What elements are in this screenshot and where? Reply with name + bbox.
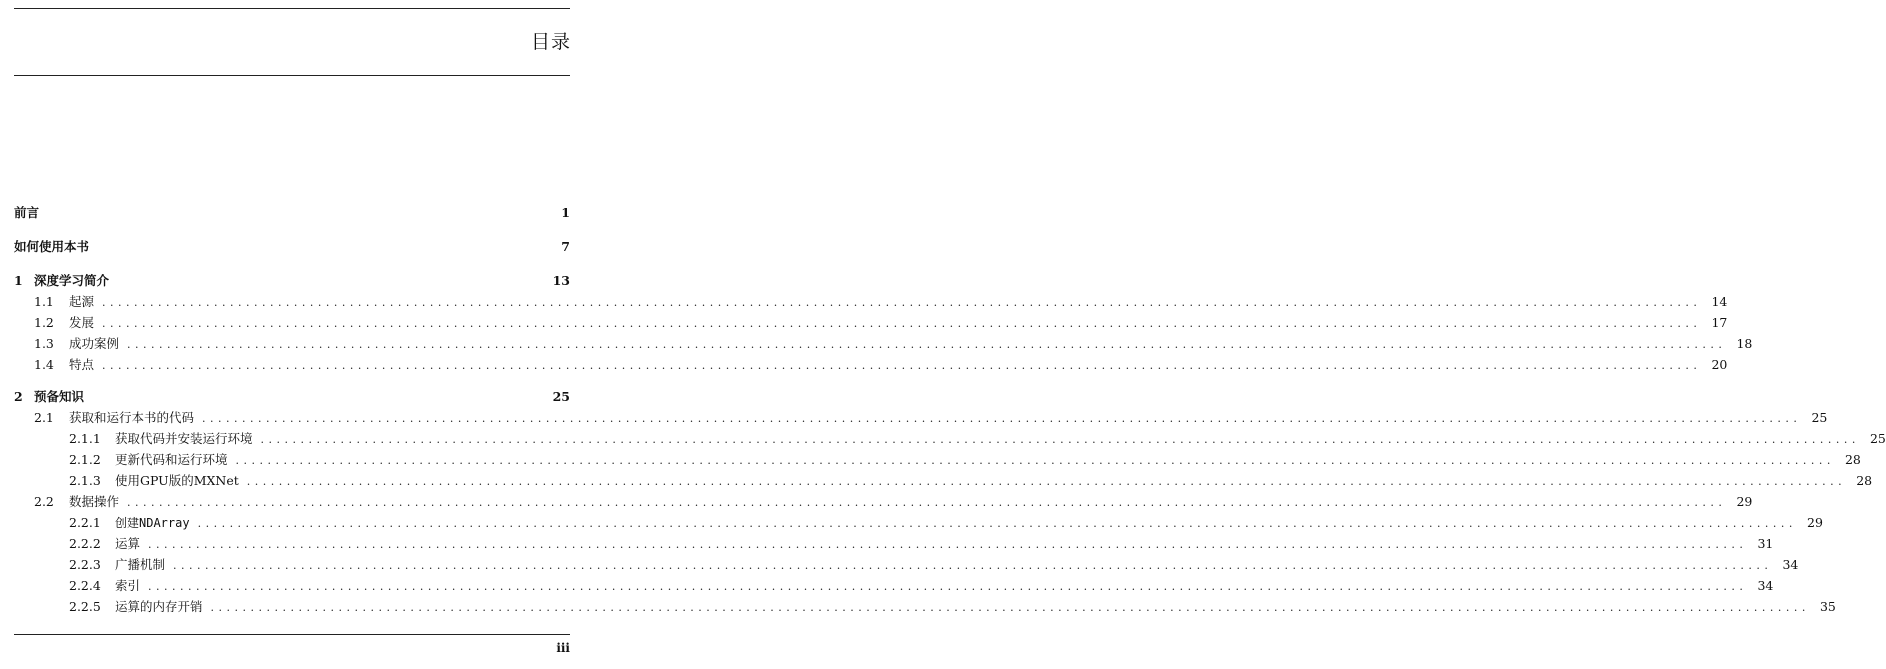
toc-entry-label: 数据操作 xyxy=(69,494,120,509)
toc-leader-dots: ........................................................................................................................................................................................................ xyxy=(127,338,1727,351)
toc-entry-number: 2.1.2 xyxy=(69,452,101,467)
toc-entry-number: 2.2 xyxy=(34,494,54,509)
toc-entry-label: 获取和运行本书的代码 xyxy=(69,410,195,425)
toc-entry-number: 1 xyxy=(14,273,23,288)
toc-entry-number: 1.4 xyxy=(34,357,54,372)
toc-entry-label: 获取代码并安装运行环境 xyxy=(115,431,253,446)
toc-entry-page: 28 xyxy=(1844,452,1861,467)
toc-entry-page: 35 xyxy=(1819,599,1836,614)
footer-rule xyxy=(14,634,570,635)
toc-entry-number: 2 xyxy=(14,389,23,404)
toc-entry-label: 前言 xyxy=(14,205,40,220)
toc-entry[interactable] xyxy=(14,271,570,291)
toc-entry-label: 起源 xyxy=(69,294,95,309)
toc-leader-dots: ........................................................................................................................................................................................................ xyxy=(246,475,1847,488)
toc-entry-label: 运算的内存开销 xyxy=(115,599,203,614)
toc-entry-page: 18 xyxy=(1736,336,1753,351)
toc-entry-page: 29 xyxy=(1736,494,1753,509)
toc-entry-label: 运算 xyxy=(115,536,141,551)
toc-entry-page: 28 xyxy=(1856,473,1873,488)
toc-entry-label: 使用GPU版的MXNet xyxy=(115,473,239,488)
toc-entry[interactable] xyxy=(14,292,1728,312)
toc-leader-dots: ........................................................................................................................................................................................................ xyxy=(235,454,1835,467)
toc-entry-page: 7 xyxy=(561,239,570,254)
toc-entry[interactable] xyxy=(14,237,570,257)
toc-entry-label: 如何使用本书 xyxy=(14,239,90,254)
toc-entry-number: 2.2.2 xyxy=(69,536,101,551)
toc-leader-dots: ........................................................................................................................................................................................................ xyxy=(102,317,1702,330)
toc-entry[interactable] xyxy=(14,408,1828,428)
toc-entry-label: 更新代码和运行环境 xyxy=(115,452,228,467)
toc-leader-dots: ........................................................................................................................................................................................................ xyxy=(127,496,1727,509)
title-rule xyxy=(14,75,570,76)
toc-entry-label: 预备知识 xyxy=(34,389,85,404)
toc-entry-page: 34 xyxy=(1782,557,1799,572)
toc-entry-page: 13 xyxy=(552,273,570,288)
toc-entry[interactable] xyxy=(14,313,1728,333)
toc-entry-page: 25 xyxy=(1869,431,1886,446)
toc-entry[interactable] xyxy=(14,334,1753,354)
toc-entry-page: 1 xyxy=(561,205,570,220)
toc-entry[interactable] xyxy=(14,429,1886,449)
toc-entry[interactable] xyxy=(14,492,1753,512)
toc-entry-number: 2.2.4 xyxy=(69,578,101,593)
toc-entry-number: 2.1.3 xyxy=(69,473,101,488)
toc-entry[interactable] xyxy=(14,450,1861,470)
toc-entry[interactable] xyxy=(14,471,1873,491)
toc-leader-dots: ........................................................................................................................................................................................................ xyxy=(197,517,1797,530)
toc-entry-label: 索引 xyxy=(115,578,141,593)
toc-leader-dots: ........................................................................................................................................................................................................ xyxy=(173,559,1773,572)
toc-entry[interactable] xyxy=(14,355,1728,375)
toc-leader-dots: ........................................................................................................................................................................................................ xyxy=(148,580,1748,593)
toc-entry[interactable] xyxy=(14,513,1823,533)
toc-entry-label: 深度学习简介 xyxy=(34,273,110,288)
toc-entry[interactable] xyxy=(14,576,1774,596)
toc-entry-number: 2.2.3 xyxy=(69,557,101,572)
toc-entry-page: 14 xyxy=(1711,294,1728,309)
toc-leader-dots: ........................................................................................................................................................................................................ xyxy=(210,601,1810,614)
toc-entry-page: 29 xyxy=(1807,515,1823,530)
toc-entry-number: 2.2.1 xyxy=(69,515,101,530)
toc-entry[interactable] xyxy=(14,534,1774,554)
toc-entry-label: 发展 xyxy=(69,315,95,330)
toc-entry[interactable] xyxy=(14,203,570,223)
toc-leader-dots: ........................................................................................................................................................................................................ xyxy=(102,296,1702,309)
toc-leader-dots: ........................................................................................................................................................................................................ xyxy=(202,412,1802,425)
footer-page-number: iii xyxy=(556,641,570,655)
toc-entry-page: 34 xyxy=(1757,578,1774,593)
toc-entry-label: 广播机制 xyxy=(115,557,166,572)
toc-entry-label: 创建NDArray xyxy=(115,516,190,530)
toc-leader-dots: ........................................................................................................................................................................................................ xyxy=(260,433,1860,446)
toc-entry-number: 2.1.1 xyxy=(69,431,101,446)
toc-leader-dots: ........................................................................................................................................................................................................ xyxy=(102,359,1702,372)
toc-entry-page: 31 xyxy=(1757,536,1774,551)
toc-entry-number: 2.2.5 xyxy=(69,599,101,614)
toc-entry-number: 1.3 xyxy=(34,336,54,351)
top-rule xyxy=(14,8,570,9)
toc-entry-page: 25 xyxy=(1811,410,1828,425)
toc-entry[interactable] xyxy=(14,597,1836,617)
toc-entry[interactable] xyxy=(14,387,570,407)
toc-entry-page: 25 xyxy=(552,389,570,404)
toc-leader-dots: ........................................................................................................................................................................................................ xyxy=(148,538,1748,551)
toc-entry-label: 特点 xyxy=(69,357,95,372)
toc-entry-number: 2.1 xyxy=(34,410,54,425)
toc-entry-page: 17 xyxy=(1711,315,1728,330)
toc-entry-number: 1.1 xyxy=(34,294,54,309)
toc-entry-page: 20 xyxy=(1711,357,1728,372)
toc-entry-label: 成功案例 xyxy=(69,336,120,351)
toc-entry[interactable] xyxy=(14,555,1799,575)
page-title: 目录 xyxy=(530,31,571,53)
toc-entry-number: 1.2 xyxy=(34,315,54,330)
